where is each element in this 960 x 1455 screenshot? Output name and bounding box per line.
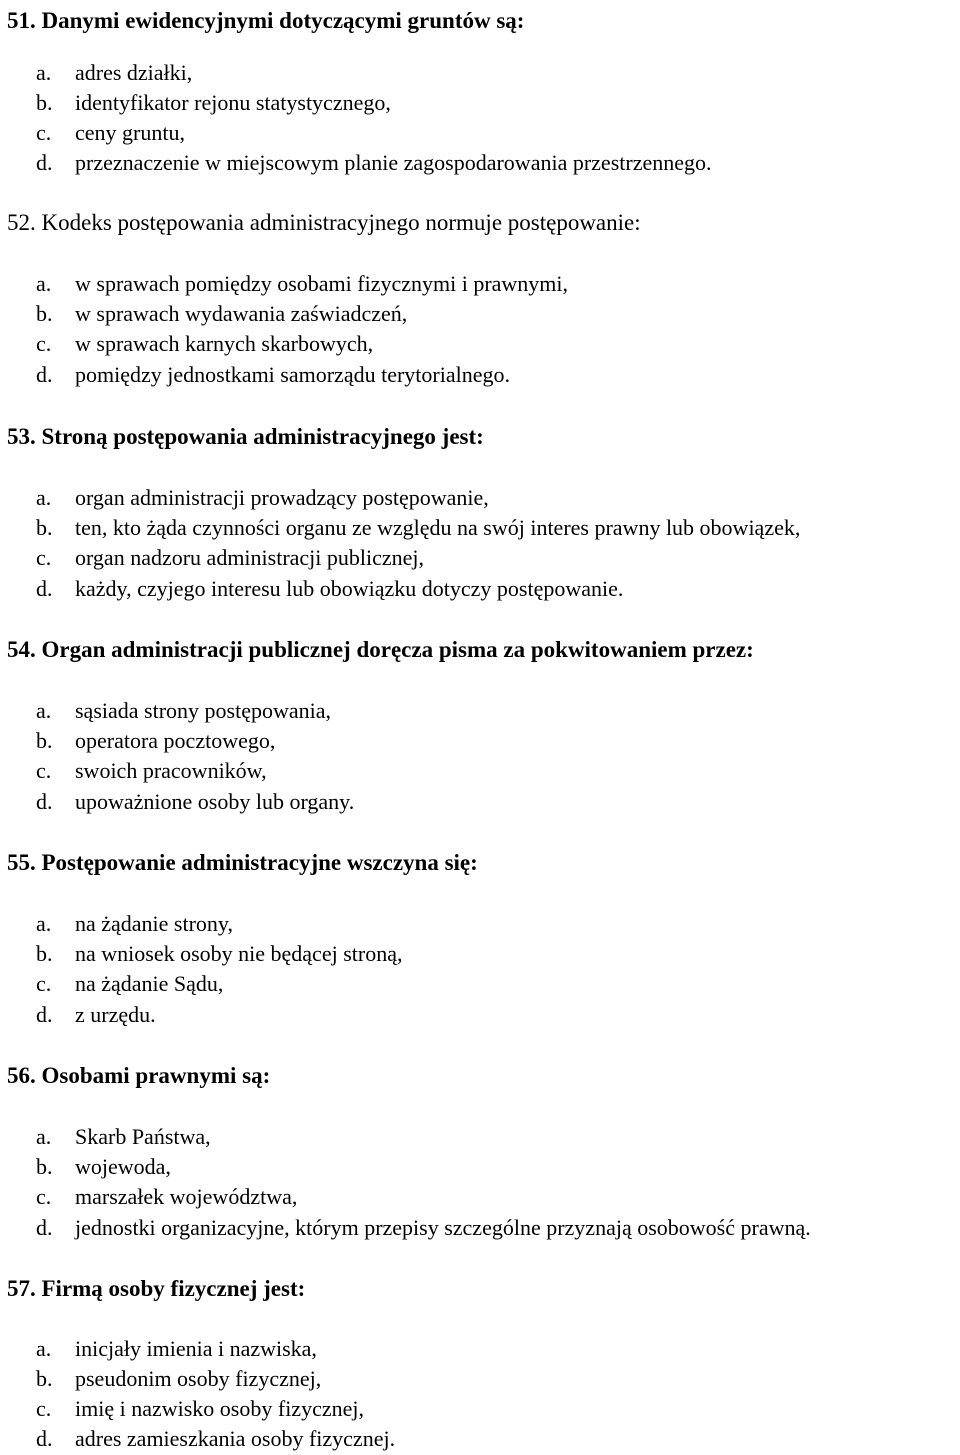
answer-letter: d. — [36, 576, 53, 601]
answer-letter: c. — [36, 971, 52, 996]
question-title — [7, 6, 524, 36]
answer-letter: a. — [36, 60, 52, 85]
question-text: Postępowanie administracyjne wszczyna się: — [41, 850, 478, 875]
question-text: Kodeks postępowania administracyjnego normuje postępowanie: — [41, 210, 641, 235]
answer-letter: d. — [36, 150, 53, 175]
answer-letter: a. — [36, 1336, 52, 1361]
answer-text: sąsiada strony postępowania, — [75, 698, 331, 723]
answer-text: operatora pocztowego, — [75, 728, 276, 753]
answer-text: jednostki organizacyjne, którym przepisy szczególne przyznają osobowość prawną. — [75, 1215, 811, 1240]
answer-text: ceny gruntu, — [75, 120, 185, 145]
answer-letter: d. — [36, 1426, 53, 1451]
answer-text: swoich pracowników, — [75, 758, 267, 783]
answer-letter: d. — [36, 789, 53, 814]
answer-letter: c. — [36, 1184, 52, 1209]
answer-text: imię i nazwisko osoby fizycznej, — [75, 1396, 364, 1421]
question-title — [7, 422, 484, 452]
question-number: 54. — [7, 637, 36, 662]
answer-text: adres zamieszkania osoby fizycznej. — [75, 1426, 396, 1451]
question-title — [7, 208, 641, 238]
answer-letter: b. — [36, 1366, 53, 1391]
answer-text: identyfikator rejonu statystycznego, — [75, 90, 391, 115]
answer-letter: a. — [36, 271, 52, 296]
answer-letter: a. — [36, 698, 52, 723]
question-title — [7, 848, 478, 878]
answer-text: na żądanie strony, — [75, 911, 234, 936]
answer-text: pomiędzy jednostkami samorządu terytorialnego. — [75, 362, 510, 387]
answer-letter: a. — [36, 485, 52, 510]
answer-letter: d. — [36, 1002, 53, 1027]
answer-letter: b. — [36, 941, 53, 966]
answer-letter: b. — [36, 90, 53, 115]
answer-letter: d. — [36, 1215, 53, 1240]
question-number: 56. — [7, 1063, 36, 1088]
question-text: Firmą osoby fizycznej jest: — [41, 1276, 306, 1301]
answer-letter: c. — [36, 1396, 52, 1421]
answer-text: inicjały imienia i nazwiska, — [75, 1336, 317, 1361]
question-text: Danymi ewidencyjnymi dotyczącymi gruntów są: — [41, 8, 525, 33]
question-number: 57. — [7, 1276, 36, 1301]
question-text: Stroną postępowania administracyjnego jest: — [41, 424, 484, 449]
answer-text: na wniosek osoby nie będącej stroną, — [75, 941, 403, 966]
question-number: 51. — [7, 8, 36, 33]
question-title — [7, 1061, 270, 1091]
answer-text: Skarb Państwa, — [75, 1124, 211, 1149]
answer-letter: b. — [36, 301, 53, 326]
answer-letter: c. — [36, 545, 52, 570]
answer-text: ten, kto żąda czynności organu ze względu na swój interes prawny lub obowiązek, — [75, 515, 801, 540]
question-title — [7, 1274, 305, 1304]
answer-text: pseudonim osoby fizycznej, — [75, 1366, 322, 1391]
answer-letter: a. — [36, 911, 52, 936]
answer-text: przeznaczenie w miejscowym planie zagospodarowania przestrzennego. — [75, 150, 712, 175]
answer-text: wojewoda, — [75, 1154, 171, 1179]
question-title — [7, 635, 754, 665]
answer-letter: a. — [36, 1124, 52, 1149]
answer-text: w sprawach karnych skarbowych, — [75, 331, 374, 356]
answer-letter: c. — [36, 758, 52, 783]
answer-letter: c. — [36, 120, 52, 145]
answer-text: adres działki, — [75, 60, 193, 85]
question-number: 53. — [7, 424, 36, 449]
answer-text: organ nadzoru administracji publicznej, — [75, 545, 425, 570]
answer-letter: d. — [36, 362, 53, 387]
answer-text: upoważnione osoby lub organy. — [75, 789, 355, 814]
answer-letter: b. — [36, 515, 53, 540]
answer-letter: b. — [36, 1154, 53, 1179]
answer-text: na żądanie Sądu, — [75, 971, 224, 996]
answer-letter: b. — [36, 728, 53, 753]
question-number: 52. — [7, 210, 36, 235]
question-number: 55. — [7, 850, 36, 875]
answer-text: w sprawach wydawania zaświadczeń, — [75, 301, 408, 326]
question-text: Organ administracji publicznej doręcza pisma za pokwitowaniem przez: — [41, 637, 754, 662]
question-text: Osobami prawnymi są: — [41, 1063, 271, 1088]
answer-text: organ administracji prowadzący postępowanie, — [75, 485, 489, 510]
answer-text: marszałek województwa, — [75, 1184, 298, 1209]
answer-text: z urzędu. — [75, 1002, 156, 1027]
answer-letter: c. — [36, 331, 52, 356]
answer-text: w sprawach pomiędzy osobami fizycznymi i prawnymi, — [75, 271, 569, 296]
answer-text: każdy, czyjego interesu lub obowiązku dotyczy postępowanie. — [75, 576, 624, 601]
